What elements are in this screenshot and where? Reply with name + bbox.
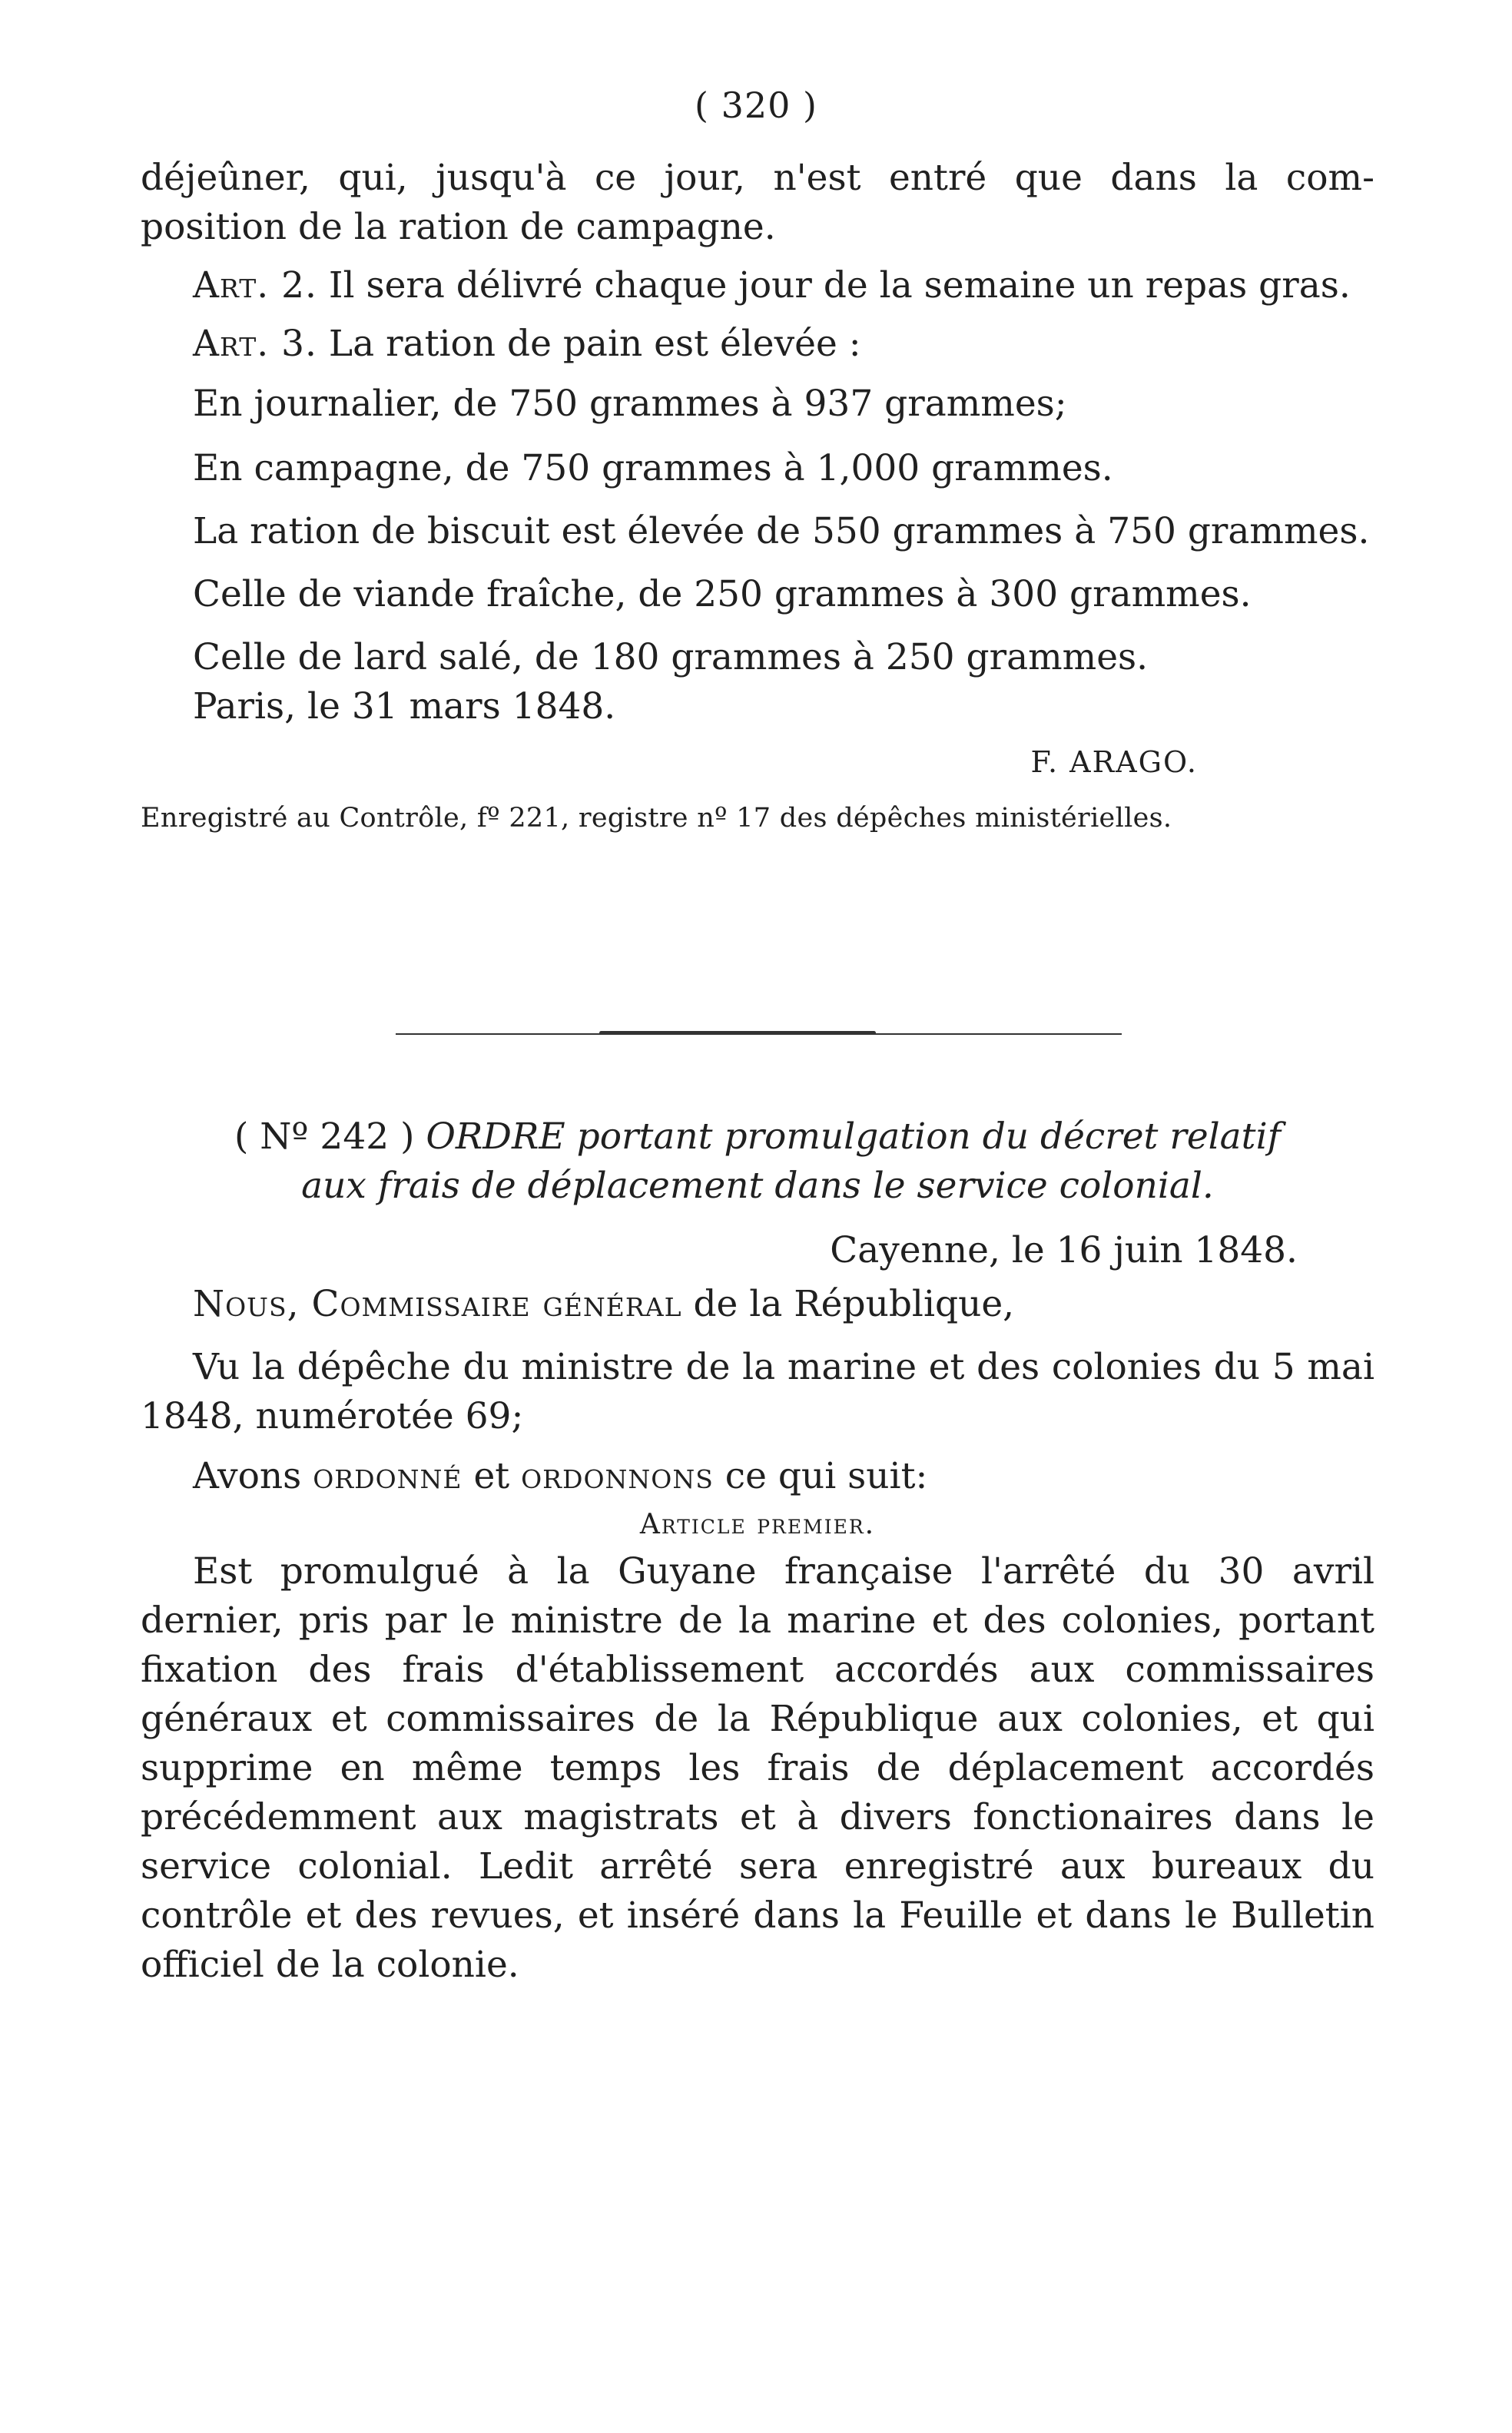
article-2-text: Il sera délivré chaque jour de la semaine un repas gras.: [328, 264, 1351, 307]
continuation-line-1: déjeûner, qui, jusqu'à ce jour, n'est entré que dans la com-: [141, 157, 1374, 199]
avons-word: Avons: [193, 1455, 302, 1497]
order-section: [141, 1112, 1374, 1990]
order-title-line-2: aux frais de déplacement dans le service colonial.: [301, 1165, 1214, 1207]
ordonne-word: ordonné: [313, 1455, 463, 1497]
article-3-label: Art. 3.: [193, 323, 317, 365]
signature: F. ARAGO.: [1030, 745, 1198, 779]
order-title-line-1: [141, 1112, 1374, 1162]
article-premier-text: Est promulgué à la Guyane française l'arrêté du 30 avril dernier, pris par le ministre de la marine et des colonies, portant fixation des frais d'établissement accordés aux commissaires généraux et commissaires de la République aux colonies, et qui supprime en même temps les frais de déplacement accordés précédemment aux magistrats et à divers fonctionaires dans le service colonial. Ledit arrêté sera enregistré aux bureaux du contrôle et des revues, et inséré dans la Feuille et dans le Bulletin officiel de la colonie.: [141, 1550, 1374, 1986]
vu-paragraph: Vu la dépêche du ministre de la marine et des colonies du 5 mai 1848, numérotée 69;: [141, 1346, 1374, 1437]
ration-item-4: Celle de viande fraîche, de 250 grammes à 300 grammes.: [193, 573, 1252, 615]
page-number: ( 320 ): [695, 85, 817, 126]
article-2: [141, 261, 1374, 310]
upper-section: [141, 154, 1374, 839]
order-title-text-1: ORDRE portant promulgation du décret relatif: [426, 1115, 1281, 1158]
nous-rest: de la République,: [693, 1283, 1015, 1325]
ration-item-1: En journalier, de 750 grammes à 937 grammes;: [193, 383, 1067, 425]
order-title: [141, 1112, 1374, 1211]
continuation-line-2: position de la ration de campagne.: [141, 206, 776, 248]
order-number: ( Nº 242 ): [234, 1115, 415, 1158]
ce-qui-suit: ce qui suit:: [724, 1455, 928, 1497]
nous-label: Nous, Commissaire général: [193, 1283, 682, 1325]
article-3-text: La ration de pain est élevée :: [328, 323, 861, 365]
ration-item-5: Celle de lard salé, de 180 grammes à 250 grammes.: [193, 636, 1149, 678]
article-3: [141, 320, 1374, 369]
place-date: Paris, le 31 mars 1848.: [193, 685, 616, 728]
section-separator-accent: [599, 1031, 876, 1035]
ration-item-2: En campagne, de 750 grammes à 1,000 grammes.: [193, 447, 1113, 489]
registration-note: Enregistré au Contrôle, fº 221, registre nº 17 des dépêches ministérielles.: [141, 803, 1172, 834]
article-premier-heading: Article premier.: [639, 1509, 876, 1540]
article-2-label: Art. 2.: [193, 264, 317, 307]
ration-item-3: La ration de biscuit est élevée de 550 grammes à 750 grammes.: [193, 510, 1370, 552]
et-word: et: [473, 1455, 510, 1497]
ordonnons-word: ordonnons: [521, 1455, 714, 1497]
avons-line: [141, 1452, 1374, 1501]
order-date: Cayenne, le 16 juin 1848.: [830, 1229, 1298, 1271]
nous-line: [141, 1280, 1374, 1329]
